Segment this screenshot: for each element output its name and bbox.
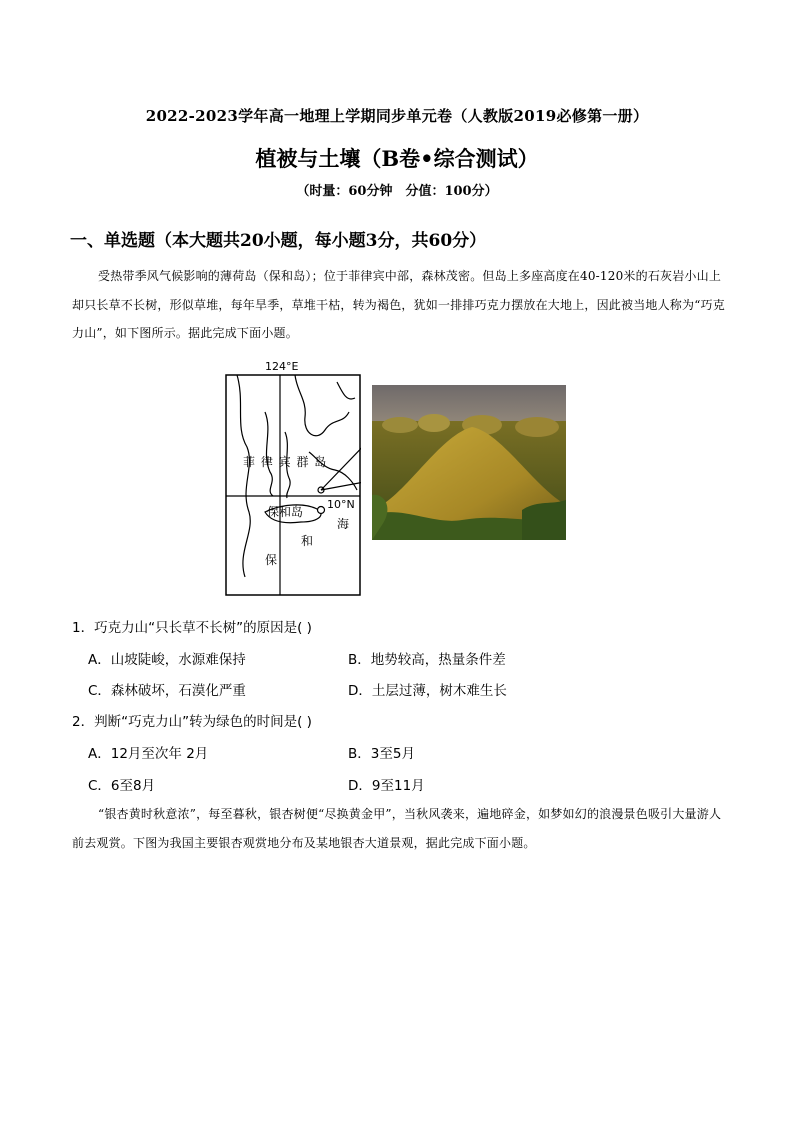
photo-drawing [372, 385, 566, 540]
q1-option-b[interactable]: B．地势较高，热量条件差 [348, 652, 506, 668]
q1-option-d[interactable]: D．土层过薄，树木难生长 [348, 683, 507, 699]
bohol-map [225, 360, 361, 596]
series-title: 2022-2023学年高一地理上学期同步单元卷（人教版2019必修第一册） [145, 107, 649, 125]
sea-char-2: 和 [301, 534, 314, 548]
latitude-label: 10°N [327, 498, 355, 511]
longitude-label: 124°E [265, 360, 299, 373]
section-heading: 一、单选题（本大题共20小题，每小题3分，共60分） [70, 231, 487, 251]
map-drawing [225, 372, 361, 596]
country-label: 菲 律 宾 群 岛 [243, 455, 328, 469]
q2-option-d[interactable]: D．9至11月 [348, 778, 425, 794]
passage-1: 受热带季风气候影响的薄荷岛（保和岛）；位于菲律宾中部，森林茂密。但岛上多座高度在40-120米的石灰岩小山上却只长草不长树，形似草堆，每年旱季，草堆干枯，转为褐色，犹如一排排巧克力摆放在大地上，因此被当地人称为“巧克力山”，如下图所示。据此完成下面小题。 [72, 269, 725, 340]
q2-option-c[interactable]: C．6至8月 [88, 778, 156, 794]
passage-2: “银杏黄时秋意浓”，每至暮秋，银杏树便“尽换黄金甲”，当秋风袭来，遍地碎金，如梦如幻的浪漫景色吸引大量游人前去观赏。下图为我国主要银杏观赏地分布及某地银杏大道景观，据此完成下面小题。 [72, 807, 722, 850]
sea-char-3: 保 [265, 553, 278, 567]
q1-option-c[interactable]: C．森林破坏，石漠化严重 [88, 683, 246, 699]
question-2-stem: 2．判断“巧克力山”转为绿色的时间是( ) [72, 714, 312, 730]
city-marker [318, 507, 325, 514]
island-label: 保和岛 [267, 505, 304, 519]
q2-option-a[interactable]: A．12月至次年 2月 [88, 746, 209, 762]
page-title: 植被与土壤（B卷•综合测试） [255, 146, 539, 171]
q2-option-b[interactable]: B．3至5月 [348, 746, 415, 762]
question-1-stem: 1．巧克力山“只长草不长树”的原因是( ) [72, 620, 312, 636]
chocolate-hills-photo [372, 385, 566, 540]
exam-meta: （时量：60分钟 分值：100分） [296, 184, 498, 199]
q1-option-a[interactable]: A．山坡陡峻，水源难保持 [88, 652, 246, 668]
sea-char-1: 海 [337, 517, 350, 531]
